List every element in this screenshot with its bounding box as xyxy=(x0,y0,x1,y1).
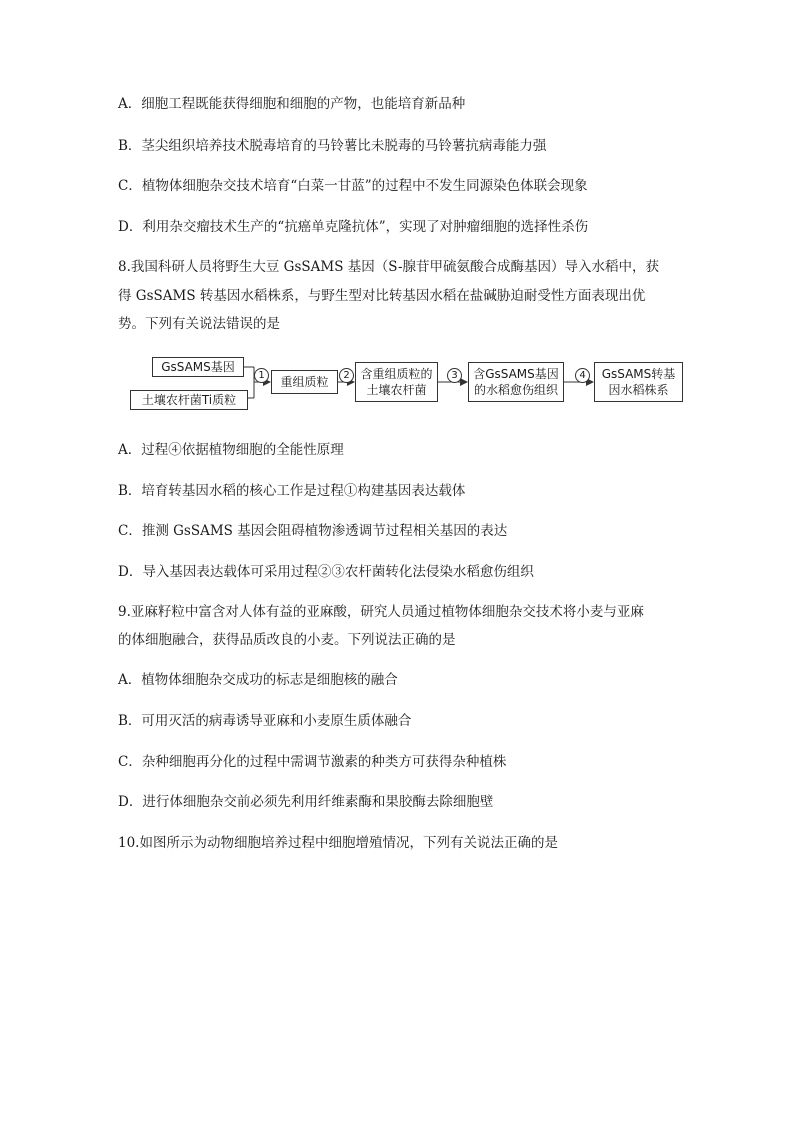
option-9c: C．杂种细胞再分化的过程中需调节激素的种类方可获得杂种植株 xyxy=(118,754,507,770)
question-9-line-2: 的体细胞融合，获得品质改良的小麦。下列说法正确的是 xyxy=(118,632,456,648)
transgenic-plant-label-line2: 因水稻株系 xyxy=(608,383,669,397)
transgenic-plant-label-line1: GsSAMS转基 xyxy=(601,367,676,381)
option-9b: B．可用灭活的病毒诱导亚麻和小麦原生质体融合 xyxy=(118,713,412,729)
ti-plasmid-box xyxy=(130,390,248,410)
question-10-stem: 10.如图所示为动物细胞培养过程中细胞增殖情况，下列有关说法正确的是 xyxy=(118,835,558,851)
option-9d: D．进行体细胞杂交前必须先利用纤维素酶和果胶酶去除细胞壁 xyxy=(118,794,494,810)
gsams-gene-label: GsSAMS基因 xyxy=(161,360,235,374)
option-7c: C．植物体细胞杂交技术培育“白菜一甘蓝”的过程中不发生同源染色体联会现象 xyxy=(118,178,588,194)
option-7b: B．茎尖组织培养技术脱毒培育的马铃薯比未脱毒的马铃薯抗病毒能力强 xyxy=(118,138,547,154)
agrobacterium-label-line1: 含重组质粒的 xyxy=(360,367,433,381)
option-8a: A．过程④依据植物细胞的全能性原理 xyxy=(118,442,344,458)
flow-diagram xyxy=(130,352,690,412)
step-3-marker: 3 xyxy=(447,368,462,383)
callus-label-line1: 含GsSAMS基因 xyxy=(473,367,559,381)
option-8c: C．推测 GsSAMS 基因会阻碍植物渗透调节过程相关基因的表达 xyxy=(118,523,508,539)
recombinant-plasmid-label: 重组质粒 xyxy=(280,375,329,389)
option-9a: A．植物体细胞杂交成功的标志是细胞核的融合 xyxy=(118,672,398,688)
transgenic-plant-box xyxy=(594,362,683,402)
option-7d: D．利用杂交瘤技术生产的“抗癌单克隆抗体”，实现了对肿瘤细胞的选择性杀伤 xyxy=(118,219,589,235)
step-1-marker: 1 xyxy=(254,368,269,383)
question-9-line-1: 9.亚麻籽粒中富含对人体有益的亚麻酸，研究人员通过植物体细胞杂交技术将小麦与亚麻 xyxy=(118,604,644,620)
question-8-line-2: 得 GsSAMS 转基因水稻株系，与野生型对比转基因水稻在盐碱胁迫耐受性方面表现出优 xyxy=(118,288,646,304)
callus-box xyxy=(468,362,564,402)
recombinant-plasmid-box xyxy=(271,370,338,394)
gsams-gene-box xyxy=(152,357,244,377)
option-8d: D．导入基因表达载体可采用过程②③农杆菌转化法侵染水稻愈伤组织 xyxy=(118,564,534,580)
option-7a: A．细胞工程既能获得细胞和细胞的产物，也能培育新品种 xyxy=(118,96,466,112)
callus-label-line2: 的水稻愈伤组织 xyxy=(473,383,558,397)
step-4-marker: 4 xyxy=(575,368,590,383)
agrobacterium-box xyxy=(355,362,438,402)
step-2-marker: 2 xyxy=(339,368,354,383)
ti-plasmid-label: 土壤农杆菌Ti质粒 xyxy=(141,393,237,407)
question-8-line-3: 势。下列有关说法错误的是 xyxy=(118,316,280,332)
agrobacterium-label-line2: 土壤农杆菌 xyxy=(366,383,427,397)
option-8b: B．培育转基因水稻的核心工作是过程①构建基因表达载体 xyxy=(118,483,466,499)
question-8-line-1: 8.我国科研人员将野生大豆 GsSAMS 基因（S-腺苷甲硫氨酸合成酶基因）导入水稻中，获 xyxy=(118,259,660,275)
